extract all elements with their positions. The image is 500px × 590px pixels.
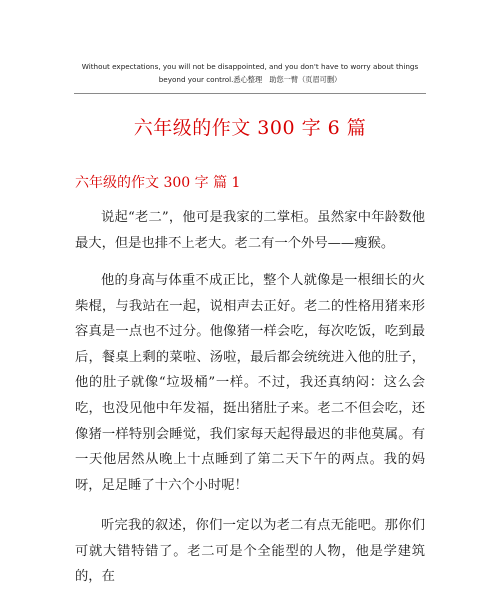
paragraph: 听完我的叙述，你们一定以为老二有点无能吧。那你们可就大错特错了。老二可是个全能型的人物，他是学建筑的，在: [75, 518, 425, 585]
header-divider: [74, 93, 426, 94]
paragraph: 他的身高与体重不成正比，整个人就像是一根细长的火柴棍，与我站在一起，说相声去正好。老二的性格用猪来形容真是一点也不过分。他像猪一样会吃，每次吃饭，吃到最后，餐桌上剩的菜啦、汤啦，最后都会统统进入他的肚子，他的肚子就像“垃圾桶”一样。不过，我还真纳闷：这么会吃，也没见他中年发福，挺出猪肚子来。老二不但会吃，还像猪一样特别会睡觉，我们家每天起得最迟的非他莫属。有一天他居然从晚上十点睡到了第二天下午的两点。我的妈呀，足足睡了十六个小时呢！: [75, 273, 425, 493]
paragraph: 说起“老二”，他可是我家的二掌柜。虽然家中年龄数他最大，但是也排不上老大。老二有一个外号——瘦猴。: [75, 210, 425, 251]
page-header: Without expectations, you will not be disappointed, and you don't have to worry about things beyond your control.悉心整理 助您一臂（页眉可删）: [81, 62, 419, 84]
document-title: 六年级的作文 300 字 6 篇: [133, 117, 367, 139]
section-heading: 六年级的作文 300 字 篇 1: [75, 175, 241, 191]
